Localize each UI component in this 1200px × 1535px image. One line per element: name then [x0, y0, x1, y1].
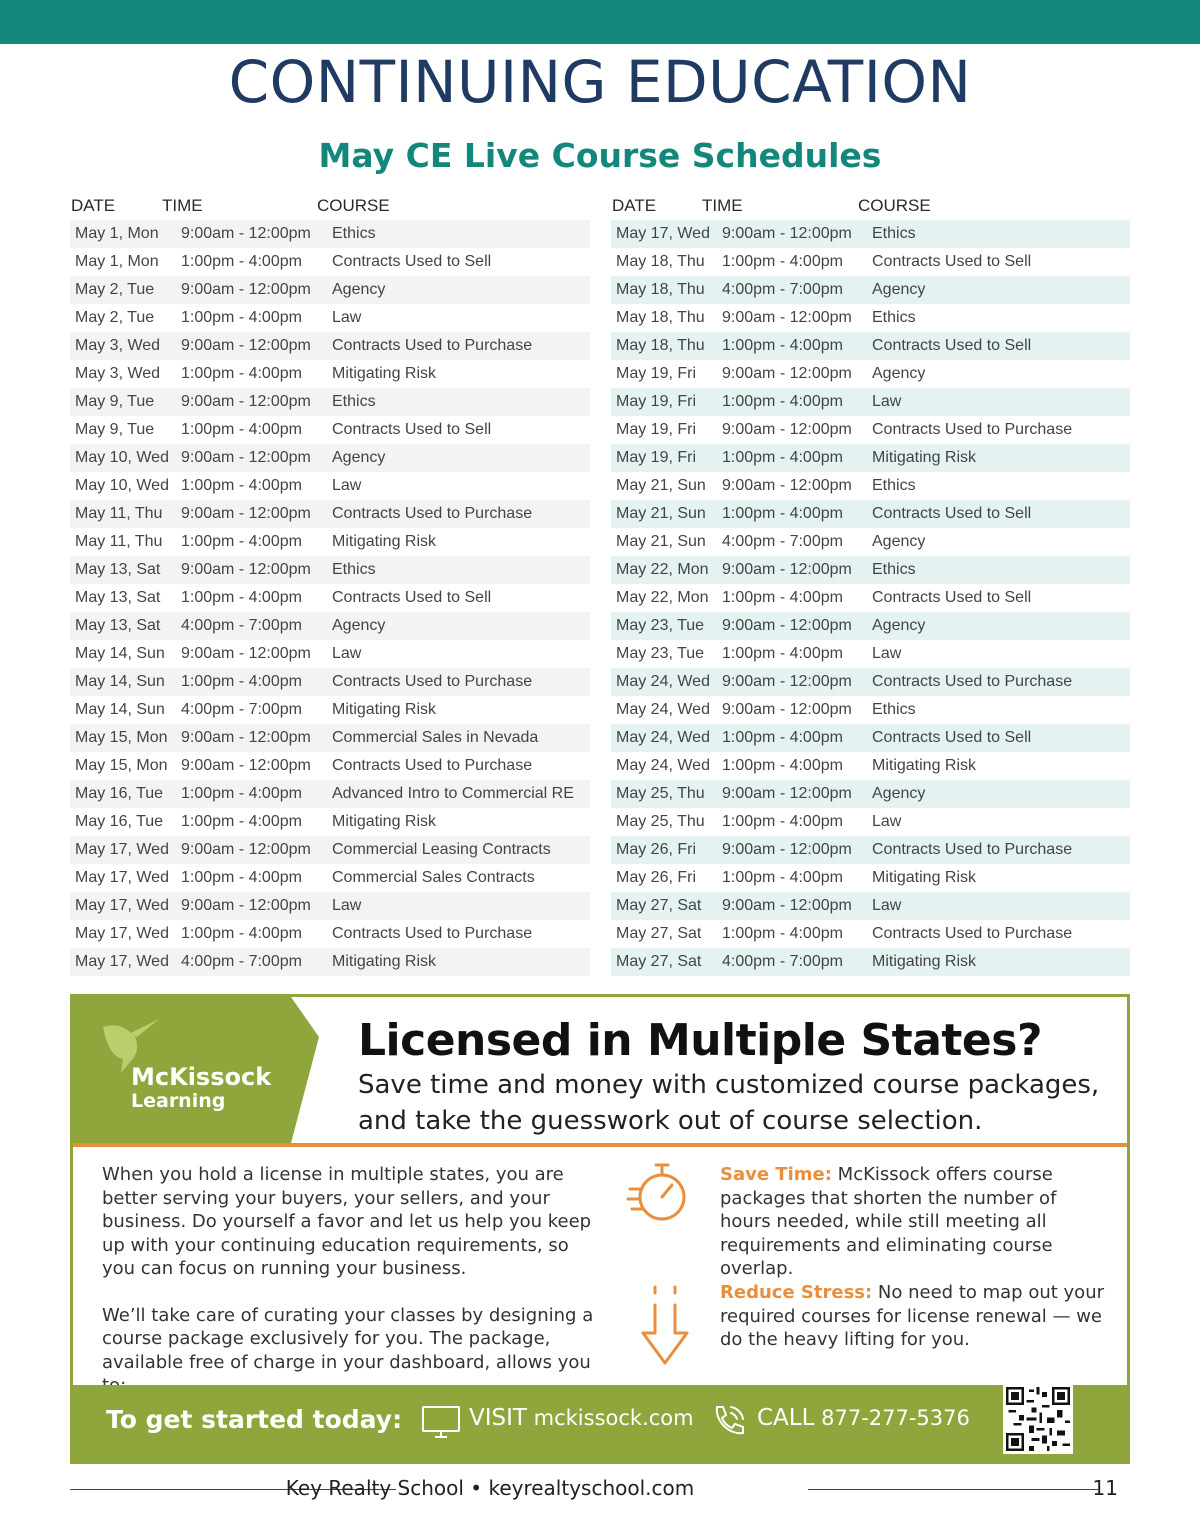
row-date: May 24, Wed	[616, 673, 710, 690]
row-date: May 1, Mon	[75, 225, 159, 242]
row-time: 9:00am - 12:00pm	[722, 309, 852, 326]
row-time: 1:00pm - 4:00pm	[722, 589, 843, 606]
table-row	[611, 248, 1130, 276]
row-date: May 25, Thu	[616, 813, 705, 830]
feature-text: McKissock offers course packages that shorten the number of hours needed, while still meeting all requirements and eliminating course overlap.	[720, 1164, 1057, 1279]
row-time: 1:00pm - 4:00pm	[722, 393, 843, 410]
row-time: 9:00am - 12:00pm	[181, 281, 311, 298]
table-row	[611, 920, 1130, 948]
logo-text-mckissock: McKissock	[131, 1063, 272, 1091]
row-date: May 18, Thu	[616, 281, 705, 298]
row-date: May 15, Mon	[75, 729, 168, 746]
row-date: May 17, Wed	[75, 841, 169, 858]
row-time: 1:00pm - 4:00pm	[722, 337, 843, 354]
row-course: Agency	[332, 617, 386, 634]
page-subtitle: May CE Live Course Schedules	[318, 136, 882, 175]
table-row	[611, 444, 1130, 472]
mckissock-ad	[70, 994, 1130, 1464]
table-row	[70, 416, 590, 444]
footer-site[interactable]: keyrealtyschool.com	[488, 1476, 695, 1500]
row-date: May 17, Wed	[75, 953, 169, 970]
table-row	[611, 948, 1130, 976]
row-date: May 24, Wed	[616, 757, 710, 774]
table-row	[70, 612, 590, 640]
row-course: Agency	[332, 449, 386, 466]
table-row	[70, 444, 590, 472]
page-title: CONTINUING EDUCATION	[228, 48, 972, 116]
row-course: Commercial Leasing Contracts	[332, 841, 551, 858]
row-date: May 26, Fri	[616, 869, 697, 886]
row-date: May 24, Wed	[616, 729, 710, 746]
row-date: May 9, Tue	[75, 421, 155, 438]
row-date: May 3, Wed	[75, 337, 161, 354]
row-time: 1:00pm - 4:00pm	[181, 869, 302, 886]
row-time: 9:00am - 12:00pm	[722, 225, 852, 242]
row-time: 9:00am - 12:00pm	[722, 365, 852, 382]
table-row	[70, 276, 590, 304]
ad-cta-bar	[73, 1385, 1127, 1461]
row-time: 1:00pm - 4:00pm	[722, 729, 843, 746]
row-time: 9:00am - 12:00pm	[181, 841, 311, 858]
row-course: Agency	[332, 281, 386, 298]
row-date: May 2, Tue	[75, 281, 155, 298]
cta-text: To get started today:	[106, 1405, 403, 1434]
table-row	[70, 220, 590, 248]
phone-icon	[709, 1401, 749, 1441]
table-row	[70, 724, 590, 752]
row-course: Mitigating Risk	[332, 365, 437, 382]
table-row	[611, 892, 1130, 920]
row-course: Advanced Intro to Commercial RE	[332, 785, 574, 802]
row-time: 9:00am - 12:00pm	[181, 337, 311, 354]
row-date: May 13, Sat	[75, 589, 161, 606]
table-row	[70, 248, 590, 276]
row-time: 1:00pm - 4:00pm	[181, 253, 302, 270]
row-time: 1:00pm - 4:00pm	[722, 645, 843, 662]
row-date: May 17, Wed	[75, 897, 169, 914]
row-date: May 18, Thu	[616, 337, 705, 354]
row-date: May 19, Fri	[616, 421, 697, 438]
row-course: Contracts Used to Sell	[332, 253, 492, 270]
row-course: Ethics	[872, 309, 916, 326]
row-course: Commercial Sales in Nevada	[332, 729, 539, 746]
row-course: Law	[332, 477, 362, 494]
monitor-icon	[421, 1405, 461, 1439]
row-course: Contracts Used to Sell	[872, 729, 1032, 746]
row-date: May 19, Fri	[616, 449, 697, 466]
row-time: 1:00pm - 4:00pm	[181, 533, 302, 550]
table-row	[70, 304, 590, 332]
row-time: 1:00pm - 4:00pm	[181, 785, 302, 802]
table-row	[611, 780, 1130, 808]
row-course: Ethics	[872, 561, 916, 578]
table-row	[70, 388, 590, 416]
row-time: 1:00pm - 4:00pm	[722, 869, 843, 886]
row-date: May 17, Wed	[75, 925, 169, 942]
table-row	[611, 752, 1130, 780]
row-course: Agency	[872, 533, 926, 550]
visit-url[interactable]: mckissock.com	[533, 1406, 694, 1430]
ad-header	[73, 997, 1127, 1143]
row-time: 9:00am - 12:00pm	[722, 701, 852, 718]
row-date: May 10, Wed	[75, 449, 169, 466]
table-header	[70, 194, 590, 220]
row-course: Contracts Used to Purchase	[332, 505, 533, 522]
row-date: May 14, Sun	[75, 673, 165, 690]
row-date: May 10, Wed	[75, 477, 169, 494]
row-time: 4:00pm - 7:00pm	[181, 617, 302, 634]
feature-save-time	[720, 1163, 1110, 1281]
row-course: Ethics	[872, 477, 916, 494]
table-row	[611, 612, 1130, 640]
row-course: Contracts Used to Purchase	[332, 925, 533, 942]
top-banner	[0, 0, 1200, 44]
row-time: 9:00am - 12:00pm	[722, 785, 852, 802]
table-row	[611, 696, 1130, 724]
row-course: Contracts Used to Purchase	[332, 757, 533, 774]
row-course: Contracts Used to Sell	[332, 421, 492, 438]
table-row	[611, 668, 1130, 696]
ad-body-paragraph: When you hold a license in multiple states, you are better serving your buyers, your sellers, and your business. Do yourself a favor and let us help you keep up with your continuing education requirements, so you can focus on running your business.	[102, 1164, 592, 1279]
row-course: Contracts Used to Sell	[872, 253, 1032, 270]
schedule-table-left	[70, 194, 590, 976]
row-date: May 9, Tue	[75, 393, 155, 410]
row-date: May 15, Mon	[75, 757, 168, 774]
row-date: May 16, Tue	[75, 785, 164, 802]
row-date: May 23, Tue	[616, 645, 705, 662]
row-date: May 21, Sun	[616, 477, 706, 494]
row-course: Mitigating Risk	[332, 533, 437, 550]
table-row	[70, 892, 590, 920]
row-course: Contracts Used to Sell	[872, 337, 1032, 354]
row-course: Commercial Sales Contracts	[332, 869, 535, 886]
ad-subhead: Save time and money with customized course packages, and take the guesswork out of course selection.	[358, 1070, 1100, 1136]
row-date: May 27, Sat	[616, 925, 702, 942]
row-time: 9:00am - 12:00pm	[181, 393, 311, 410]
row-date: May 27, Sat	[616, 897, 702, 914]
row-time: 1:00pm - 4:00pm	[181, 421, 302, 438]
table-row	[611, 724, 1130, 752]
row-time: 1:00pm - 4:00pm	[181, 673, 302, 690]
row-time: 1:00pm - 4:00pm	[722, 505, 843, 522]
row-course: Contracts Used to Sell	[872, 505, 1032, 522]
table-row	[70, 500, 590, 528]
row-course: Law	[872, 897, 902, 914]
row-date: May 13, Sat	[75, 617, 161, 634]
footer-text	[70, 1476, 910, 1500]
row-time: 4:00pm - 7:00pm	[181, 953, 302, 970]
feature-reduce-stress	[720, 1281, 1110, 1352]
row-time: 1:00pm - 4:00pm	[181, 813, 302, 830]
footer-rule	[808, 1489, 1098, 1490]
row-course: Law	[332, 309, 362, 326]
ad-body	[102, 1163, 600, 1398]
row-time: 9:00am - 12:00pm	[181, 897, 311, 914]
table-row	[611, 416, 1130, 444]
table-row	[70, 584, 590, 612]
table-row	[70, 332, 590, 360]
row-date: May 18, Thu	[616, 253, 705, 270]
row-course: Contracts Used to Purchase	[872, 925, 1073, 942]
row-time: 1:00pm - 4:00pm	[181, 477, 302, 494]
table-row	[70, 528, 590, 556]
table-row	[70, 360, 590, 388]
row-time: 9:00am - 12:00pm	[722, 673, 852, 690]
row-time: 9:00am - 12:00pm	[722, 841, 852, 858]
row-time: 9:00am - 12:00pm	[722, 421, 852, 438]
col-course-header: COURSE	[858, 196, 931, 215]
table-row	[70, 920, 590, 948]
table-row	[611, 584, 1130, 612]
table-row	[611, 528, 1130, 556]
row-course: Contracts Used to Purchase	[332, 337, 533, 354]
row-date: May 1, Mon	[75, 253, 159, 270]
row-course: Agency	[872, 365, 926, 382]
table-row	[611, 220, 1130, 248]
stopwatch-icon	[626, 1159, 686, 1227]
table-row	[611, 304, 1130, 332]
row-time: 9:00am - 12:00pm	[722, 617, 852, 634]
col-time-header: TIME	[162, 196, 203, 215]
row-course: Law	[332, 897, 362, 914]
table-row	[70, 836, 590, 864]
table-row	[70, 668, 590, 696]
row-time: 4:00pm - 7:00pm	[722, 953, 843, 970]
table-row	[70, 640, 590, 668]
row-date: May 21, Sun	[616, 505, 706, 522]
ad-body-paragraph: We’ll take care of curating your classes by designing a course package exclusively for you. The package, available free of charge in your dashboard, allows you	[102, 1304, 594, 1373]
row-time: 1:00pm - 4:00pm	[722, 253, 843, 270]
feature-keyword: Save Time:	[720, 1164, 832, 1185]
feature-keyword: Reduce Stress:	[720, 1282, 873, 1303]
schedule-rows-right	[611, 220, 1130, 976]
row-course: Mitigating Risk	[332, 953, 437, 970]
row-time: 1:00pm - 4:00pm	[722, 925, 843, 942]
row-time: 4:00pm - 7:00pm	[722, 281, 843, 298]
row-date: May 3, Wed	[75, 365, 161, 382]
mckissock-logo	[73, 997, 323, 1143]
row-course: Contracts Used to Sell	[332, 589, 492, 606]
row-course: Contracts Used to Purchase	[872, 841, 1073, 858]
schedule-table-right	[611, 194, 1130, 976]
row-date: May 25, Thu	[616, 785, 705, 802]
table-row	[70, 556, 590, 584]
row-date: May 17, Wed	[616, 225, 710, 242]
row-date: May 17, Wed	[75, 869, 169, 886]
ad-headline: Licensed in Multiple States?	[358, 1015, 1042, 1066]
row-date: May 27, Sat	[616, 953, 702, 970]
table-row	[70, 780, 590, 808]
table-row	[70, 864, 590, 892]
row-date: May 11, Thu	[75, 505, 163, 522]
arrow-down-icon	[639, 1283, 691, 1367]
row-date: May 19, Fri	[616, 365, 697, 382]
row-time: 1:00pm - 4:00pm	[181, 589, 302, 606]
table-row	[611, 472, 1130, 500]
table-row	[611, 276, 1130, 304]
row-time: 1:00pm - 4:00pm	[722, 757, 843, 774]
table-row	[611, 808, 1130, 836]
row-date: May 22, Mon	[616, 589, 709, 606]
table-row	[611, 388, 1130, 416]
row-date: May 16, Tue	[75, 813, 164, 830]
page-footer	[70, 1474, 1130, 1504]
call-number[interactable]: 877-277-5376	[821, 1406, 970, 1430]
call-link[interactable]	[757, 1405, 970, 1431]
row-course: Law	[872, 813, 902, 830]
row-date: May 18, Thu	[616, 309, 705, 326]
row-date: May 13, Sat	[75, 561, 161, 578]
row-date: May 14, Sun	[75, 701, 165, 718]
row-time: 9:00am - 12:00pm	[722, 561, 852, 578]
row-time: 9:00am - 12:00pm	[181, 505, 311, 522]
row-date: May 2, Tue	[75, 309, 155, 326]
footer-separator: •	[470, 1476, 483, 1500]
row-time: 9:00am - 12:00pm	[722, 477, 852, 494]
table-row	[611, 556, 1130, 584]
table-row	[70, 696, 590, 724]
row-time: 4:00pm - 7:00pm	[181, 701, 302, 718]
row-course: Mitigating Risk	[332, 813, 437, 830]
row-course: Ethics	[332, 393, 376, 410]
logo-text-learning: Learning	[131, 1090, 226, 1112]
table-row	[611, 332, 1130, 360]
row-course: Mitigating Risk	[872, 953, 977, 970]
row-date: May 21, Sun	[616, 533, 706, 550]
row-date: May 26, Fri	[616, 841, 697, 858]
row-course: Ethics	[332, 225, 376, 242]
row-time: 9:00am - 12:00pm	[181, 757, 311, 774]
row-date: May 22, Mon	[616, 561, 709, 578]
row-course: Mitigating Risk	[872, 757, 977, 774]
page-number: 11	[1092, 1476, 1118, 1500]
feature-text: No need to map out your required courses for license renewal — we do the heavy lifting for you.	[720, 1282, 1105, 1350]
row-time: 1:00pm - 4:00pm	[722, 449, 843, 466]
visit-label: VISIT	[469, 1405, 527, 1431]
row-date: May 23, Tue	[616, 617, 705, 634]
row-time: 9:00am - 12:00pm	[181, 729, 311, 746]
row-time: 9:00am - 12:00pm	[722, 897, 852, 914]
call-label: CALL	[757, 1405, 815, 1431]
row-course: Ethics	[332, 561, 376, 578]
row-course: Law	[332, 645, 362, 662]
table-row	[70, 472, 590, 500]
footer-school: Key Realty School	[285, 1476, 464, 1500]
row-date: May 19, Fri	[616, 393, 697, 410]
row-time: 9:00am - 12:00pm	[181, 561, 311, 578]
table-row	[611, 640, 1130, 668]
row-course: Ethics	[872, 701, 916, 718]
qr-code-icon[interactable]	[1003, 1384, 1073, 1454]
row-course: Contracts Used to Purchase	[872, 673, 1073, 690]
table-row	[611, 500, 1130, 528]
row-course: Law	[872, 393, 902, 410]
table-row	[70, 808, 590, 836]
schedule-rows-left	[70, 220, 590, 976]
visit-link[interactable]	[469, 1405, 694, 1431]
row-time: 9:00am - 12:00pm	[181, 225, 311, 242]
row-time: 1:00pm - 4:00pm	[181, 925, 302, 942]
row-course: Law	[872, 645, 902, 662]
row-date: May 11, Thu	[75, 533, 163, 550]
row-course: Mitigating Risk	[332, 701, 437, 718]
row-course: Agency	[872, 281, 926, 298]
row-date: May 14, Sun	[75, 645, 165, 662]
table-row	[611, 836, 1130, 864]
row-time: 1:00pm - 4:00pm	[181, 365, 302, 382]
row-date: May 24, Wed	[616, 701, 710, 718]
row-course: Agency	[872, 785, 926, 802]
table-row	[70, 948, 590, 976]
row-time: 1:00pm - 4:00pm	[722, 813, 843, 830]
orange-divider	[73, 1143, 1127, 1147]
row-course: Ethics	[872, 225, 916, 242]
row-time: 1:00pm - 4:00pm	[181, 309, 302, 326]
table-row	[70, 752, 590, 780]
table-row	[611, 864, 1130, 892]
row-course: Contracts Used to Purchase	[332, 673, 533, 690]
col-course-header: COURSE	[317, 196, 390, 215]
table-row	[611, 360, 1130, 388]
table-header	[611, 194, 1130, 220]
row-course: Mitigating Risk	[872, 449, 977, 466]
row-time: 9:00am - 12:00pm	[181, 449, 311, 466]
col-date-header: DATE	[71, 196, 116, 215]
row-course: Contracts Used to Sell	[872, 589, 1032, 606]
col-date-header: DATE	[612, 196, 657, 215]
row-time: 9:00am - 12:00pm	[181, 645, 311, 662]
col-time-header: TIME	[702, 196, 743, 215]
row-course: Agency	[872, 617, 926, 634]
row-course: Mitigating Risk	[872, 869, 977, 886]
row-course: Contracts Used to Purchase	[872, 421, 1073, 438]
row-time: 4:00pm - 7:00pm	[722, 533, 843, 550]
